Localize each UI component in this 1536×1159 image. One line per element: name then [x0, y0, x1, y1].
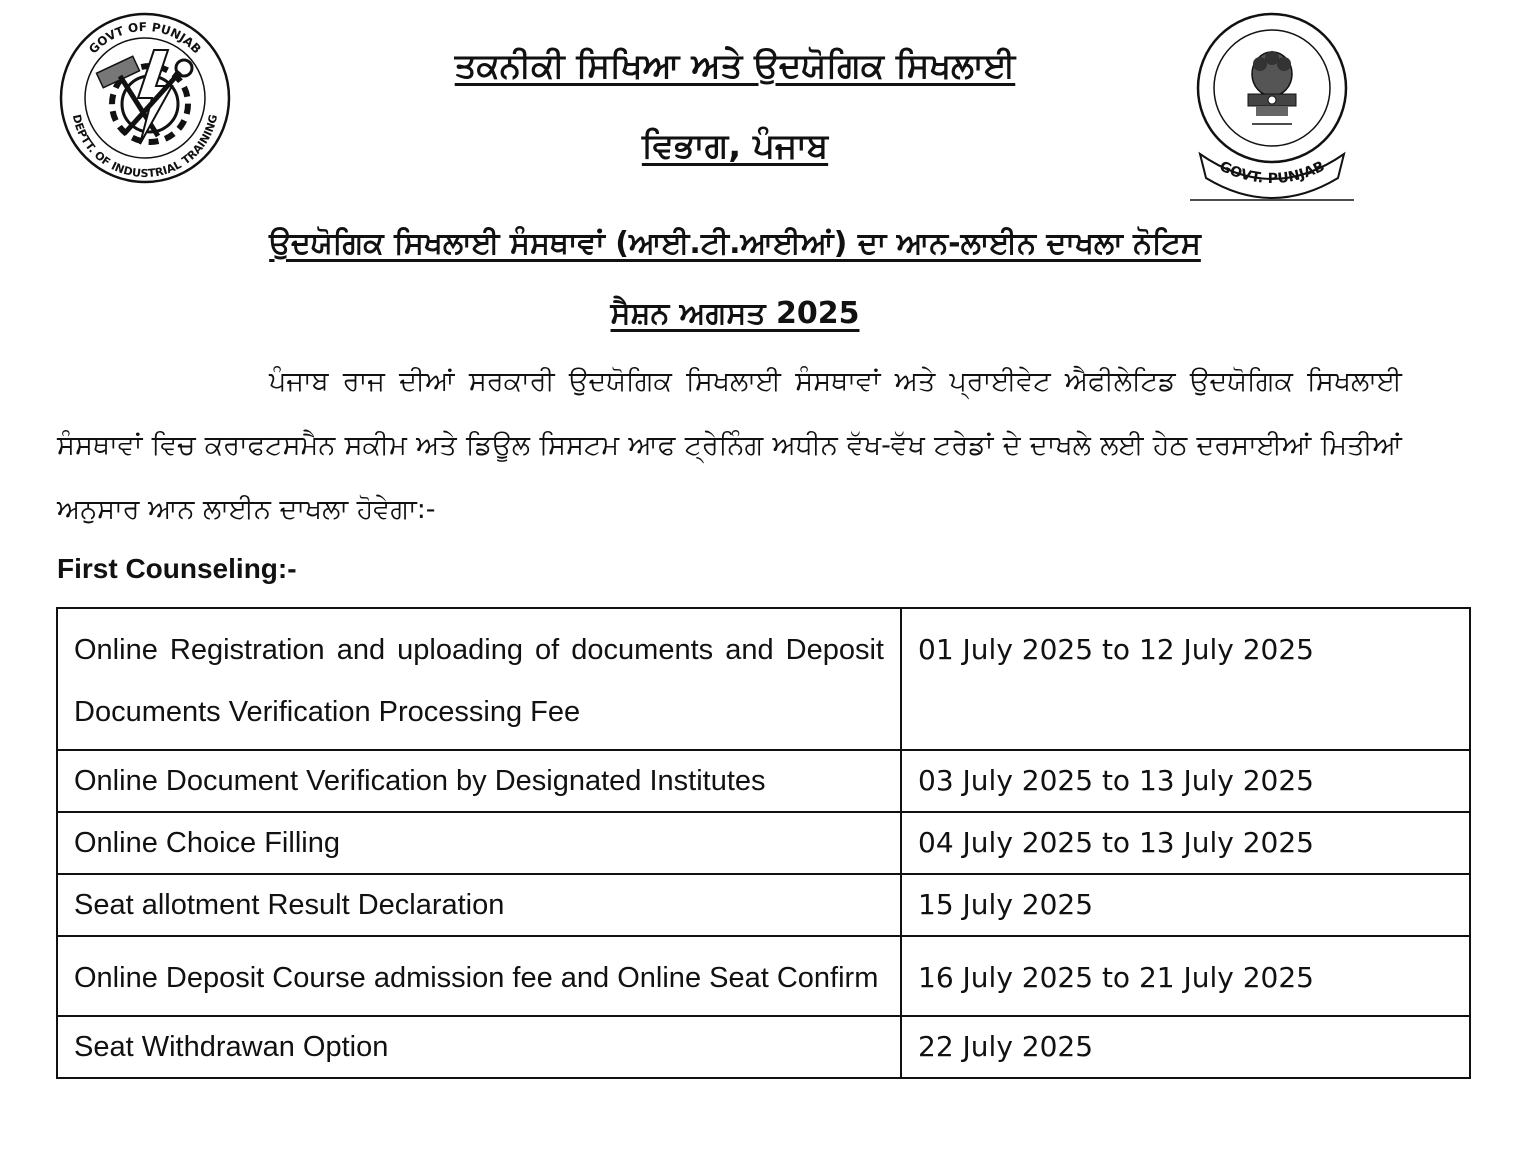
session-title: ਸੈਸ਼ਨ ਅਗਸਤ 2025: [610, 296, 860, 331]
department-title-line-1: ਤਕਨੀਕੀ ਸਿਖਿਆ ਅਤੇ ਉਦਯੋਗਿਕ ਸਿਖਲਾਈ: [454, 46, 1016, 86]
right-seal-ribbon-text: GOVT. PUNJAB: [1216, 158, 1328, 188]
govt-punjab-emblem-logo: [1186, 8, 1358, 202]
activity-cell: Seat allotment Result Declaration: [57, 874, 901, 936]
department-title-line-2: ਵਿਭਾਗ, ਪੰਜਾਬ: [641, 126, 829, 166]
table-row: [57, 936, 1470, 1016]
table-row: [57, 812, 1470, 874]
activity-cell: Online Registration and uploading of documents and Deposit Documents Verification Processing Fee: [57, 608, 901, 750]
date-cell: 01 July 2025 to 12 July 2025: [901, 608, 1470, 750]
date-cell: 03 July 2025 to 13 July 2025: [901, 750, 1470, 812]
date-cell: 15 July 2025: [901, 874, 1470, 936]
date-cell: 16 July 2025 to 21 July 2025: [901, 936, 1470, 1016]
date-cell: 22 July 2025: [901, 1016, 1470, 1078]
date-cell: 04 July 2025 to 13 July 2025: [901, 812, 1470, 874]
activity-cell: Online Document Verification by Designated Institutes: [57, 750, 901, 812]
table-row: [57, 608, 1470, 750]
notice-paragraph: ਪੰਜਾਬ ਰਾਜ ਦੀਆਂ ਸਰਕਾਰੀ ਉਦਯੋਗਿਕ ਸਿਖਲਾਈ ਸੰਸਥਾਵਾਂ ਅਤੇ ਪ੍ਰਾਈਵੇਟ ਐਫੀਲੇਟਿਡ ਉਦਯੋਗਿਕ ਸਿਖਲਾਈ ਸੰਸਥਾਵਾਂ ਵਿਚ ਕਰਾਫਟਸਮੈਨ ਸਕੀਮ ਅਤੇ ਡਿਊਲ ਸਿਸਟਮ ਆਫ ਟ੍ਰੇਨਿੰਗ ਅਧੀਨ ਵੱਖ-ਵੱਖ ਟਰੇਡਾਂ ਦੇ ਦਾਖਲੇ ਲਈ ਹੇਠ ਦਰਸਾਈਆਂ ਮਿਤੀਆਂ ਅਨੁਸਾਰ ਆਨ ਲਾਈਨ ਦਾਖਲਾ ਹੋਵੇਗਾ:-: [57, 366, 1402, 525]
counseling-schedule-table: [56, 607, 1471, 1079]
activity-cell: Online Choice Filling: [57, 812, 901, 874]
first-counseling-heading: First Counseling:-: [57, 553, 297, 584]
left-seal-top-text: GOVT OF PUNJAB: [86, 19, 204, 57]
table-row: [57, 874, 1470, 936]
table-row: [57, 750, 1470, 812]
left-seal-bottom-text: DEPTT. OF INDUSTRIAL TRAINING: [69, 113, 221, 181]
activity-cell: Online Deposit Course admission fee and Online Seat Confirm: [57, 936, 901, 1016]
table-row: [57, 1016, 1470, 1078]
activity-cell: Seat Withdrawan Option: [57, 1016, 901, 1078]
notice-title: ਉਦਯੋਗਿਕ ਸਿਖਲਾਈ ਸੰਸਥਾਵਾਂ (ਆਈ.ਟੀ.ਆਈਆਂ) ਦਾ ਆਨ-ਲਾਈਨ ਦਾਖਲਾ ਨੋਟਿਸ: [269, 226, 1201, 261]
